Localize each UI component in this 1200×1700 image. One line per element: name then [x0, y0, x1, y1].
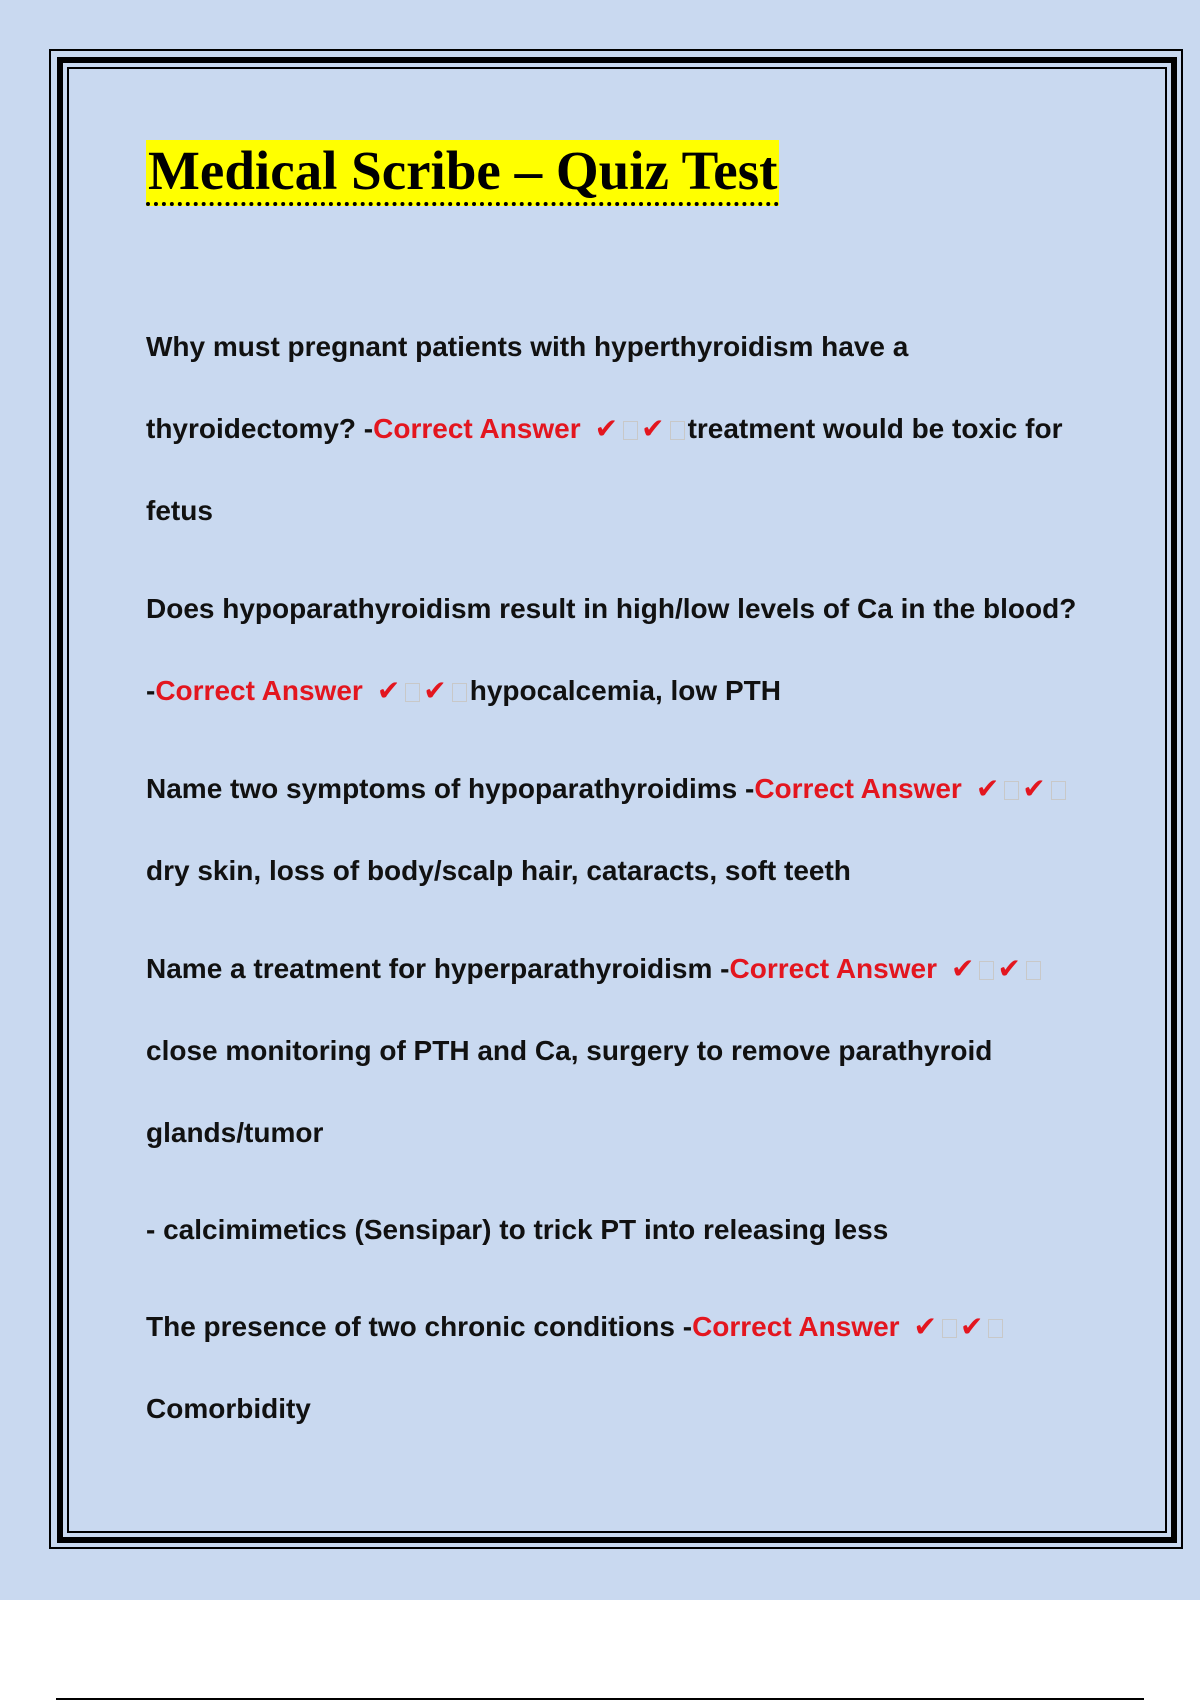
- question-text: Why must pregnant patients with hyperthyroidism have a thyroidectomy? -: [146, 331, 909, 444]
- question-text: Name two symptoms of hypoparathyroidims -: [146, 773, 755, 804]
- question-text: The presence of two chronic conditions -: [146, 1311, 693, 1342]
- extra-line: - calcimimetics (Sensipar) to trick PT into releasing less: [146, 1214, 889, 1245]
- correct-answer-label: Correct Answer: [754, 773, 962, 804]
- qa-item: [146, 1286, 1086, 1450]
- correct-answer-label: Correct Answer: [155, 675, 363, 706]
- correct-answer-label: Correct Answer: [373, 413, 581, 444]
- document-title: Medical Scribe – Quiz Test: [146, 140, 779, 206]
- answer-text: dry skin, loss of body/scalp hair, cataracts, soft teeth: [146, 855, 851, 886]
- checkmark-icon: ✔ ✔: [913, 1311, 986, 1342]
- qa-item: [146, 568, 1086, 732]
- checkmark-icon: ✔ ✔: [595, 413, 688, 444]
- answer-text: hypocalcemia, low PTH: [469, 675, 781, 706]
- question-text: Name a treatment for hyperparathyroidism -: [146, 953, 730, 984]
- checkmark-icon: ✔ ✔: [377, 675, 470, 706]
- qa-item: [146, 748, 1086, 912]
- checkmark-icon: ✔ ✔: [950, 953, 1023, 984]
- qa-item: [146, 928, 1086, 1174]
- correct-answer-label: Correct Answer: [729, 953, 937, 984]
- answer-text: close monitoring of PTH and Ca, surgery to remove parathyroid glands/tumor: [146, 1035, 993, 1148]
- answer-text: Comorbidity: [146, 1393, 311, 1424]
- correct-answer-label: Correct Answer: [692, 1311, 900, 1342]
- checkmark-icon: ✔ ✔: [975, 773, 1048, 804]
- question-text: Does hypoparathyroidism result in high/low levels of Ca in the blood? -: [146, 593, 1077, 706]
- qa-item: [146, 306, 1086, 552]
- answer-text: treatment would be toxic for fetus: [146, 413, 1063, 526]
- document-content: [146, 140, 1086, 1466]
